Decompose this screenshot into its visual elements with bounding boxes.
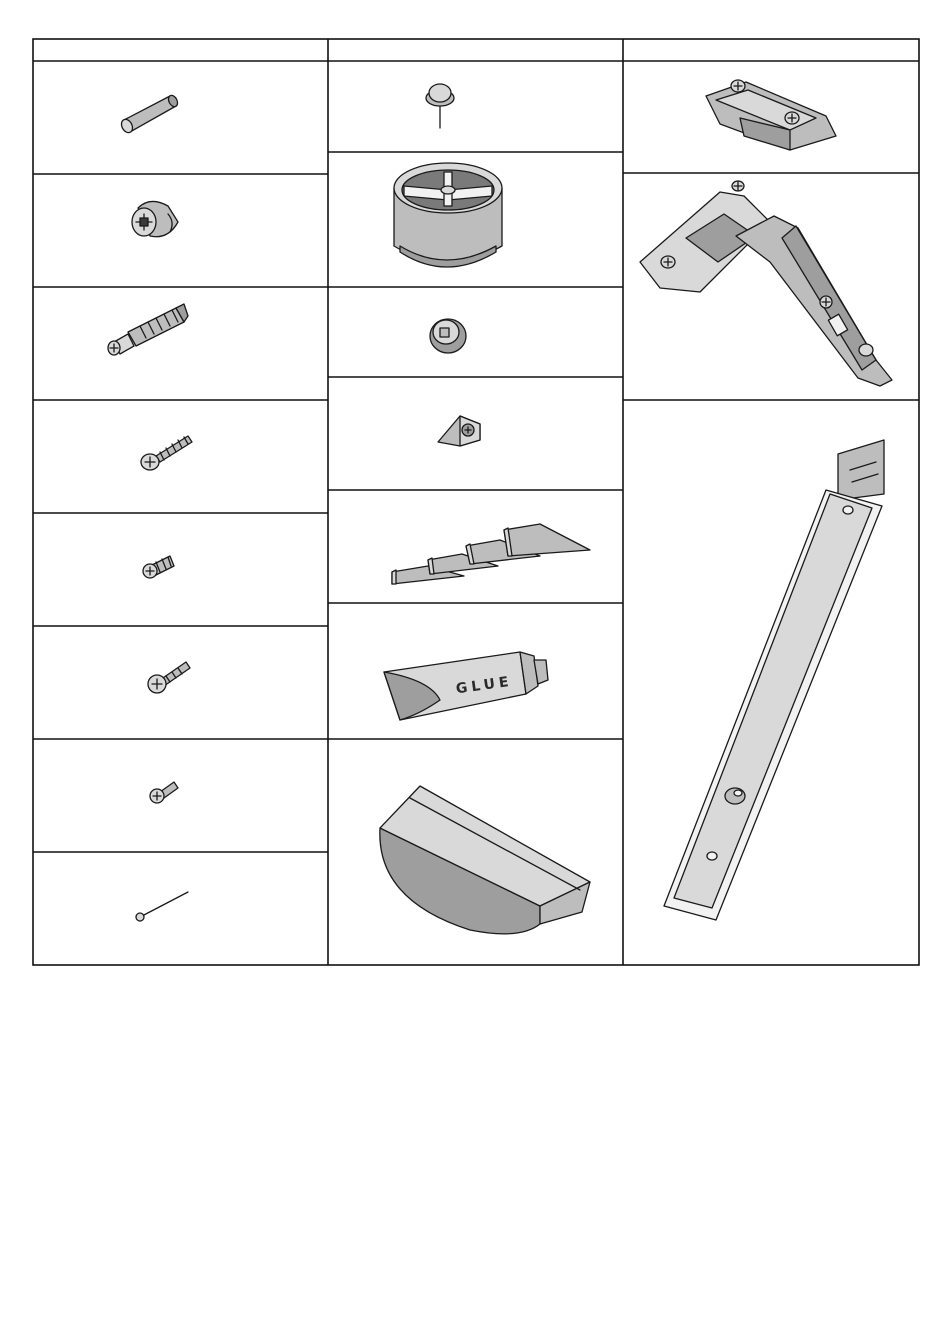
shim-wedges-illustration	[392, 524, 590, 584]
hinge-mounting-plate-illustration	[706, 80, 836, 150]
concealed-hinge-illustration	[640, 181, 892, 386]
small-screw-illustration	[150, 782, 178, 803]
cam-bolt-illustration	[108, 304, 188, 355]
cover-cap-illustration	[430, 319, 466, 353]
nail-illustration	[136, 892, 188, 921]
corner-bracket-illustration	[438, 416, 480, 446]
handle-illustration	[380, 786, 590, 934]
wood-screw-long-illustration	[141, 436, 192, 470]
glue-label: GLUE	[454, 673, 514, 698]
plastic-foot-illustration	[394, 163, 502, 267]
wooden-dowel-illustration	[119, 94, 179, 135]
machine-screw-illustration	[148, 662, 190, 693]
furniture-glide-nail-illustration	[426, 84, 454, 128]
euro-screw-short-illustration	[143, 556, 174, 578]
glue-tube-illustration	[384, 652, 548, 720]
cam-lock-illustration	[132, 201, 178, 236]
drawer-runner-illustration	[664, 440, 884, 920]
